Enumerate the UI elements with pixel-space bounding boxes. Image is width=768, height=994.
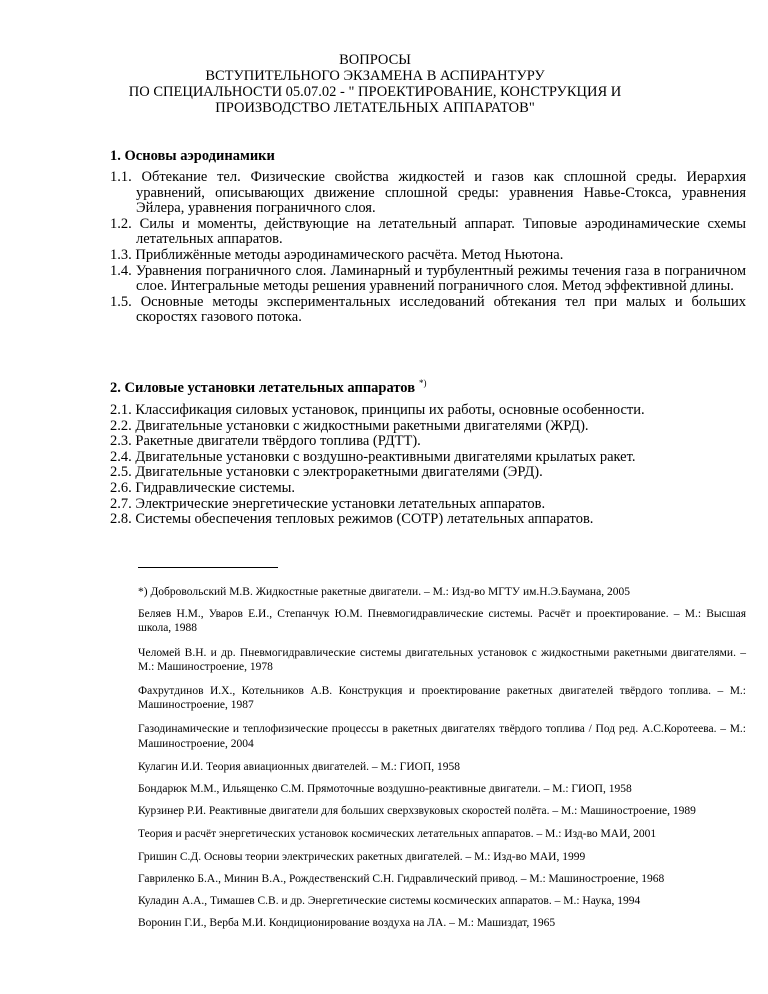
reference-item: Куладин А.А., Тимашев С.В. и др. Энергетические системы космических аппаратов. – М.: Наука, 1994 <box>138 895 641 908</box>
section-2-title <box>110 378 427 397</box>
list-item: 2.4. Двигательные установки с воздушно-реактивными двигателями крылатых ракет. <box>110 448 636 465</box>
reference-item: Газодинамические и теплофизические процессы в ракетных двигателях твёрдого топлива / Под ред. А.С.Коротеева. – М.: Машиностроение, 2004 <box>138 723 746 750</box>
list-item: 2.7. Электрические энергетические установки летательных аппаратов. <box>110 495 546 512</box>
list-item: 2.1. Классификация силовых установок, принципы их работы, основные особенности. <box>110 402 645 418</box>
footnote-divider <box>138 567 278 568</box>
list-item: 2.2. Двигательные установки с жидкостными ракетными двигателями (ЖРД). <box>110 417 589 434</box>
list-item: 1.2. Силы и моменты, действующие на летательный аппарат. Типовые аэродинамические схемы летательных аппаратов. <box>110 215 746 248</box>
reference-item: Гришин С.Д. Основы теории электрических ракетных двигателей. – М.: Изд-во МАИ, 1999 <box>138 850 586 863</box>
header-line: ВСТУПИТЕЛЬНОГО ЭКЗАМЕНА В АСПИРАНТУРУ <box>205 68 545 84</box>
reference-item: Челомей В.Н. и др. Пневмогидравлические системы двигательных установок с жидкостными ракетными двигателями. – М.: Машиностроение, 1978 <box>138 646 746 673</box>
document-header <box>110 52 640 116</box>
reference-item: Бондарюк М.М., Ильященко С.М. Прямоточные воздушно-реактивные двигатели. – М.: ГИОП, 1958 <box>138 783 632 796</box>
section-2-list <box>110 403 746 528</box>
reference-item: *) Добровольский М.В. Жидкостные ракетные двигатели. – М.: Изд-во МГТУ им.Н.Э.Баумана, 2005 <box>138 586 630 598</box>
footnote-mark: *) <box>419 378 427 388</box>
list-item: 2.6. Гидравлические системы. <box>110 479 296 496</box>
list-item: 2.8. Системы обеспечения тепловых режимов (СОТР) летательных аппаратов. <box>110 511 594 528</box>
reference-item: Теория и расчёт энергетических установок космических летательных аппаратов. – М.: Изд-во МАИ, 2001 <box>138 828 657 841</box>
reference-item: Беляев Н.М., Уваров Е.И., Степанчук Ю.М. Пневмогидравлические системы. Расчёт и проектирование. – М.: Высшая школа, 1988 <box>138 608 746 635</box>
list-item: 1.4. Уравнения пограничного слоя. Ламинарный и турбулентный режимы течения газа в пограничном слое. Интегральные методы решения уравнений пограничного слоя. Метод эффективной длины. <box>110 262 746 295</box>
header-line: ПРОИЗВОДСТВО ЛЕТАТЕЛЬНЫХ АППАРАТОВ" <box>215 100 535 116</box>
list-item: 1.5. Основные методы экспериментальных исследований обтекания тел при малых и больших скоростях газового потока. <box>110 293 746 326</box>
reference-item: Кулагин И.И. Теория авиационных двигателей. – М.: ГИОП, 1958 <box>138 760 460 773</box>
list-item: 1.3. Приближённые методы аэродинамического расчёта. Метод Ньютона. <box>110 246 564 263</box>
list-item: 2.3. Ракетные двигатели твёрдого топлива (РДТТ). <box>110 433 421 450</box>
references-list <box>138 585 746 930</box>
reference-item: Воронин Г.И., Верба М.И. Кондиционирование воздуха на ЛА. – М.: Машиздат, 1965 <box>138 917 556 930</box>
section-1-list <box>110 170 746 326</box>
list-item: 1.1. Обтекание тел. Физические свойства жидкостей и газов как сплошной среды. Иерархия уравнений, описывающих движение сплошной среды: уравнения Навье-Стокса, уравнения Эйлера, уравнения пограничного слоя. <box>110 169 746 217</box>
section-title-text: 2. Силовые установки летательных аппаратов <box>110 380 416 396</box>
section-1-title <box>110 148 275 165</box>
reference-item: Гавриленко Б.А., Минин В.А., Рождественский С.Н. Гидравлический привод. – М.: Машиностроение, 1968 <box>138 872 665 885</box>
list-item: 2.5. Двигательные установки с электроракетными двигателями (ЭРД). <box>110 464 543 481</box>
reference-item: Курзинер Р.И. Реактивные двигатели для больших сверхзвуковых скоростей полёта. – М.: Машиностроение, 1989 <box>138 805 696 818</box>
reference-item: Фахрутдинов И.Х., Котельников А.В. Конструкция и проектирование ракетных двигателей твёрдого топлива. – М.: Машиностроение, 1987 <box>138 685 746 712</box>
section-title-text: 1. Основы аэродинамики <box>110 148 275 164</box>
header-line: ПО СПЕЦИАЛЬНОСТИ 05.07.02 - " ПРОЕКТИРОВАНИЕ, КОНСТРУКЦИЯ И <box>128 84 622 100</box>
header-line: ВОПРОСЫ <box>339 52 411 68</box>
